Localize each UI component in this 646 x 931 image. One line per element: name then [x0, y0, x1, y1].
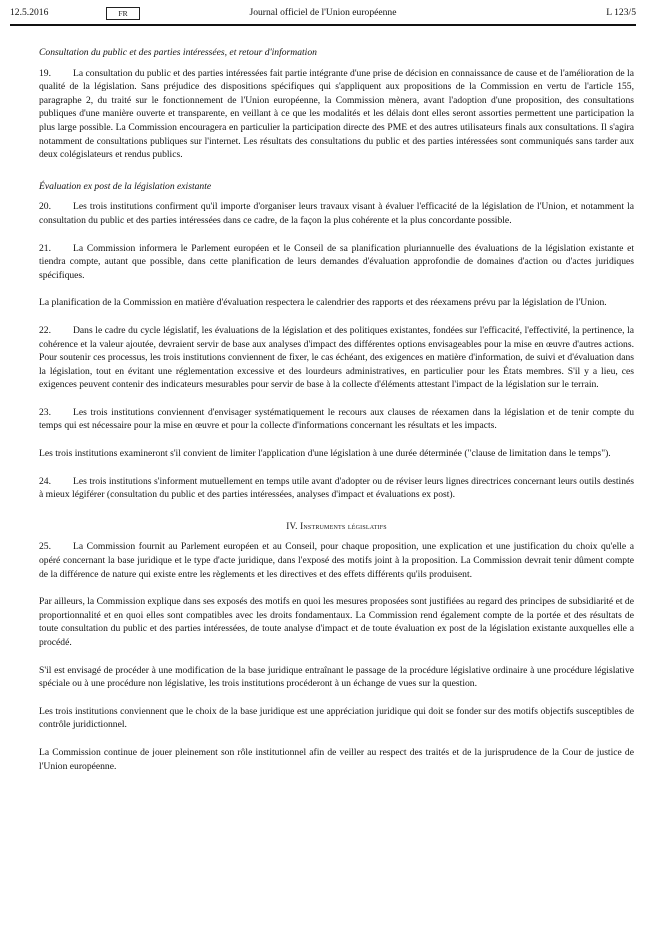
- subheading-consultation: Consultation du public et des parties intéressées, et retour d'information: [39, 47, 317, 58]
- paragraph-number: 20.: [39, 201, 51, 213]
- paragraph-25: [39, 540, 634, 581]
- paragraph-19: [39, 67, 634, 162]
- paragraph-text: Les trois institutions confirment qu'il importe d'organiser leurs travaux visant à évaluer l'efficacité de la législation de l'Union, et notamment la consultation du public et des parties intéressées dans ce cadre, de la façon la plus cohérente et la plus concordante possible.: [39, 201, 634, 226]
- header-rule: [10, 24, 636, 26]
- paragraph-23: [39, 406, 634, 433]
- paragraph-number: 22.: [39, 324, 51, 336]
- paragraph-25e: La Commission continue de jouer pleinement son rôle institutionnel afin de veiller au respect des traités et de la jurisprudence de la Cour de justice de l'Union européenne.: [39, 746, 634, 772]
- paragraph-21b: La planification de la Commission en matière d'évaluation respectera le calendrier des rapports et des réexamens prévu par la législation de l'Union.: [39, 297, 607, 309]
- paragraph-number: 19.: [39, 67, 51, 79]
- page-reference: L 123/5: [606, 7, 636, 18]
- paragraph-number: 23.: [39, 406, 51, 418]
- page-header: [10, 4, 636, 22]
- paragraph-text: Les trois institutions s'informent mutuellement en temps utile avant d'adopter ou de réviser leurs lignes directrices concernant leurs outils destinés à mieux légiférer (consultation du public et des parties intéressées, analyses d'impact et évaluations ex post).: [39, 475, 634, 501]
- paragraph-20: [39, 200, 634, 227]
- paragraph-number: 21.: [39, 242, 51, 254]
- paragraph-25b: Par ailleurs, la Commission explique dans ses exposés des motifs en quoi les mesures proposées sont justifiées au regard des principes de subsidiarité et de proportionnalité et en quoi elles sont compatibles avec les droits fondamentaux. La Commission rend également compte de la portée et des résultats de toute consultation du public et des parties intéressées, de toute analyse d'impact et de toute évaluation ex post de la législation existante auxquelles elle a procédé.: [39, 596, 634, 648]
- paragraph-number: 24.: [39, 475, 51, 487]
- paragraph-text: La Commission fournit au Parlement européen et au Conseil, pour chaque proposition, une explication et une justification du choix qu'elle a opéré concernant la base juridique et le type d'acte juridique, dans l'exposé des motifs joint à la proposition. La Commission devrait tenir dûment compte de la différence de nature qui existe entre les règlements et les directives et des effets différents qu'ils produisent.: [39, 541, 634, 580]
- paragraph-text: Dans le cadre du cycle législatif, les évaluations de la législation et des politiques existantes, fondées sur l'efficacité, l'effectivité, la pertinence, la cohérence et la valeur ajoutée, devraient servir de base aux analyses d'impact des différentes options envisageables pour la mise en œuvre d'autres actions. Pour soutenir ces processus, les trois institutions conviennent de fixer, le cas échéant, des exigences en matière d'information, de suivi et d'évaluation dans la législation, tout en évitant une réglementation excessive et des lourdeurs administratives, en particulier pour les États membres. S'il y a lieu, ces exigences peuvent contenir des indicateurs mesurables pour servir de base à la collecte d'éléments attestant l'impact de la législation sur le terrain.: [39, 324, 634, 391]
- paragraph-21: [39, 242, 634, 283]
- journal-title: Journal officiel de l'Union européenne: [249, 7, 397, 18]
- paragraph-24: [39, 475, 634, 502]
- paragraph-text: Les trois institutions conviennent d'envisager systématiquement le recours aux clauses de réexamen dans la législation et de tenir compte du temps qui est nécessaire pour la mise en œuvre et pour la collecte d'informations concernant les résultats et les impacts.: [39, 406, 634, 432]
- paragraph-22: [39, 324, 634, 392]
- language-badge: FR: [106, 7, 140, 20]
- paragraph-text: La consultation du public et des parties intéressées fait partie intégrante d'une prise de décision en connaissance de cause et de l'amélioration de la qualité de la législation. Sans préjudice des dispositions spécifiques qui s'appliquent aux propositions de la Commission en vertu de l'article 155, paragraphe 2, du traité sur le fonctionnement de l'Union européenne, la Commission mènera, avant l'adoption d'une proposition, des consultations publiques d'une manière ouverte et transparente, en veillant à ce que les modalités et les délais dont elles seront assorties permettent une participation la plus large possible. La Commission encouragera en particulier la participation directe des PME et des autres utilisateurs finals aux consultations. Il s'agira notamment de consultations publiques sur l'internet. Les résultats des consultations du public et des parties intéressées sont communiqués sans tarder aux deux colégislateurs et rendus publics.: [39, 67, 634, 161]
- paragraph-text: La Commission informera le Parlement européen et le Conseil de sa planification pluriannuelle des évaluations de la législation existante et tiendra compte, autant que possible, dans cette planification de leurs demandes d'évaluation approfondie de domaines d'action ou d'actes juridiques spécifiques.: [39, 242, 634, 281]
- paragraph-number: 25.: [39, 541, 51, 553]
- publication-date: 12.5.2016: [10, 7, 49, 18]
- subheading-evaluation: Évaluation ex post de la législation existante: [39, 180, 212, 192]
- paragraph-25c: S'il est envisagé de procéder à une modification de la base juridique entraînant le passage de la procédure législative ordinaire à une procédure législative spéciale ou à une procédure non législative, les trois institutions procéderont à un échange de vues sur la question.: [39, 664, 634, 690]
- paragraph-23b: Les trois institutions examineront s'il convient de limiter l'application d'une législation à une durée déterminée ("clause de limitation dans le temps").: [39, 448, 611, 460]
- section-title-iv: IV. Instruments législatifs: [286, 520, 387, 531]
- document-body: [39, 46, 634, 773]
- paragraph-25d: Les trois institutions conviennent que le choix de la base juridique est une appréciation juridique qui doit se fonder sur des motifs objectifs susceptibles de contrôle juridictionnel.: [39, 705, 634, 731]
